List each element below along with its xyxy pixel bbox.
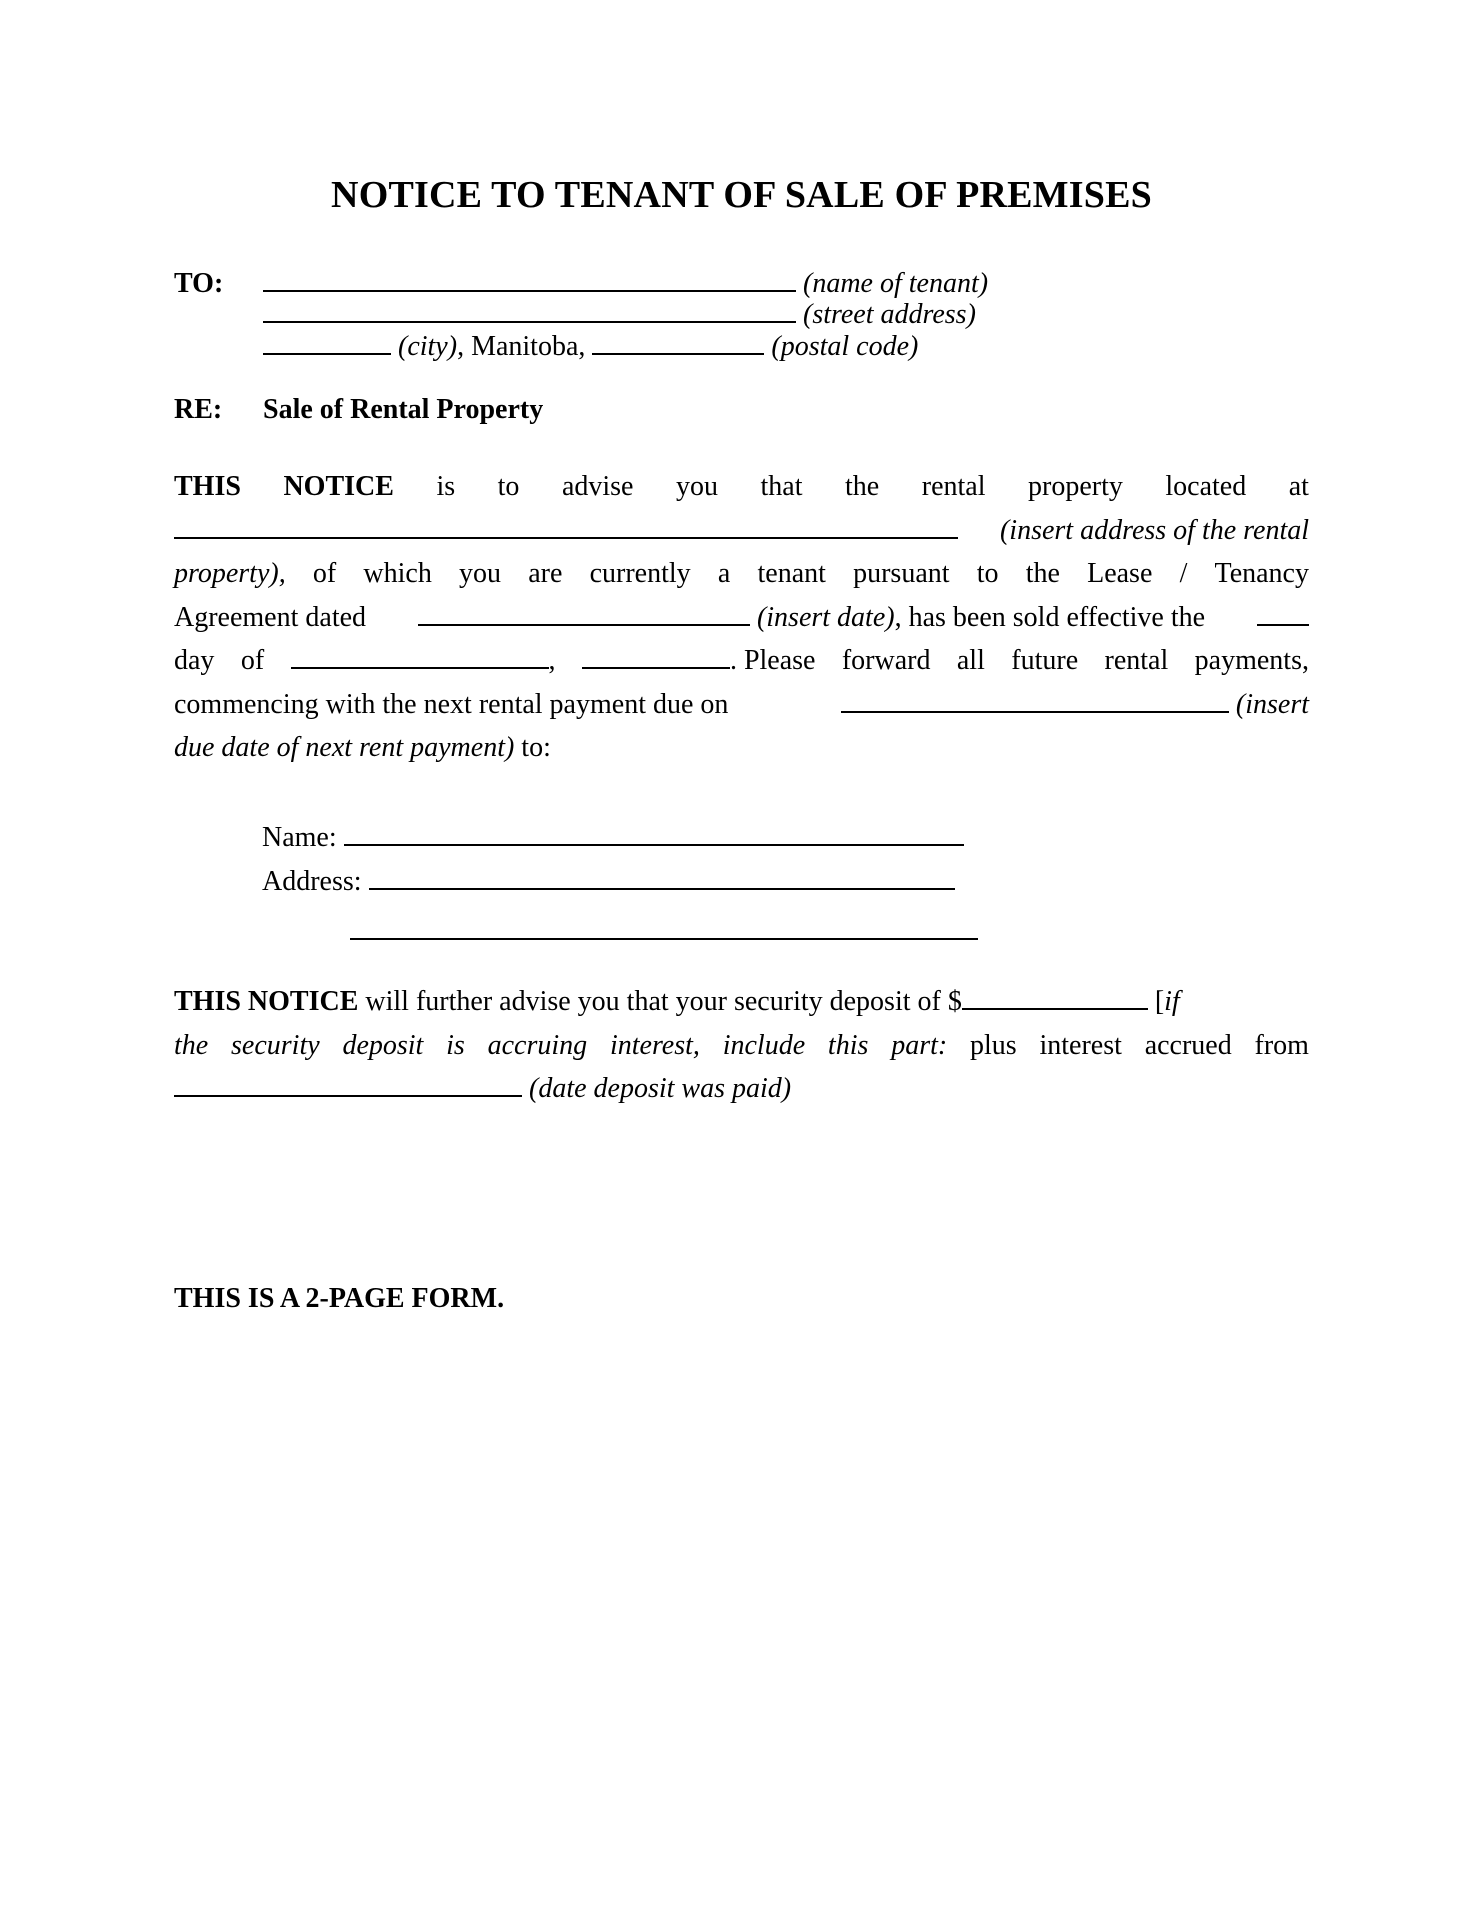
postal-code-field[interactable] bbox=[592, 331, 764, 355]
payee-address-line bbox=[262, 866, 955, 898]
payee-name-line bbox=[262, 822, 964, 854]
sale-year-field[interactable] bbox=[582, 645, 730, 669]
para1-line1: THIS NOTICE is to advise you that the rental property located at bbox=[174, 471, 1309, 502]
property-address-field[interactable] bbox=[174, 515, 958, 539]
para2-line3 bbox=[174, 1067, 1309, 1111]
city-postal-line bbox=[263, 331, 918, 363]
notice-paragraph bbox=[174, 465, 1309, 770]
para2-line1: THIS NOTICE will further advise you that your security deposit of $ [if bbox=[174, 986, 1180, 1017]
street-address-line bbox=[263, 299, 976, 331]
payee-name-field[interactable] bbox=[344, 822, 964, 846]
property-address-hint: (insert address of the rental bbox=[999, 514, 1309, 546]
payee-address-field-2[interactable] bbox=[350, 938, 978, 940]
lease-date-hint: (insert date) bbox=[756, 601, 895, 633]
street-address-field[interactable] bbox=[263, 299, 796, 323]
payee-address-field[interactable] bbox=[369, 866, 955, 890]
payee-address-label: Address: bbox=[262, 866, 362, 897]
payee-name-label: Name: bbox=[262, 822, 337, 853]
to-label: TO: bbox=[174, 268, 224, 299]
deposit-paragraph bbox=[174, 980, 1309, 1111]
city-field[interactable] bbox=[263, 331, 391, 355]
street-address-hint: (street address) bbox=[803, 299, 976, 330]
para1-line7: due date of next rent payment) to: bbox=[174, 732, 551, 763]
tenant-name-hint: (name of tenant) bbox=[803, 268, 989, 299]
lease-date-field[interactable] bbox=[418, 602, 750, 626]
document-title: NOTICE TO TENANT OF SALE OF PREMISES bbox=[331, 174, 1152, 216]
re-value: Sale of Rental Property bbox=[263, 394, 544, 425]
deposit-paid-hint: (date deposit was paid) bbox=[529, 1073, 792, 1104]
para1-line2 bbox=[174, 509, 1309, 553]
province-text: , Manitoba, bbox=[457, 331, 593, 362]
para1-line4: Agreement dated (insert date), has been sold effective the bbox=[174, 596, 1309, 640]
para1-line6: commencing with the next rental payment due on (insert bbox=[174, 688, 1309, 720]
security-deposit-field[interactable] bbox=[962, 986, 1148, 1010]
two-page-form-note: THIS IS A 2-PAGE FORM. bbox=[174, 1283, 505, 1314]
postal-code-hint: (postal code) bbox=[771, 331, 919, 362]
next-payment-hint: (insert bbox=[1235, 688, 1309, 720]
para1-line5: day of , . Please forward all future rental payments, bbox=[174, 645, 1309, 676]
sale-month-field[interactable] bbox=[291, 645, 549, 669]
re-label: RE: bbox=[174, 394, 223, 425]
city-hint: (city) bbox=[398, 331, 458, 362]
tenant-name-line bbox=[263, 268, 988, 300]
next-payment-date-field[interactable] bbox=[841, 689, 1229, 713]
sale-day-field[interactable] bbox=[1257, 602, 1309, 626]
tenant-name-field[interactable] bbox=[263, 268, 796, 292]
para2-line2: the security deposit is accruing interest, include this part: plus interest accrued from bbox=[174, 1029, 1309, 1061]
deposit-paid-date-field[interactable] bbox=[174, 1073, 522, 1097]
para1-line3: property), of which you are currently a tenant pursuant to the Lease / Tenancy bbox=[174, 558, 1309, 589]
